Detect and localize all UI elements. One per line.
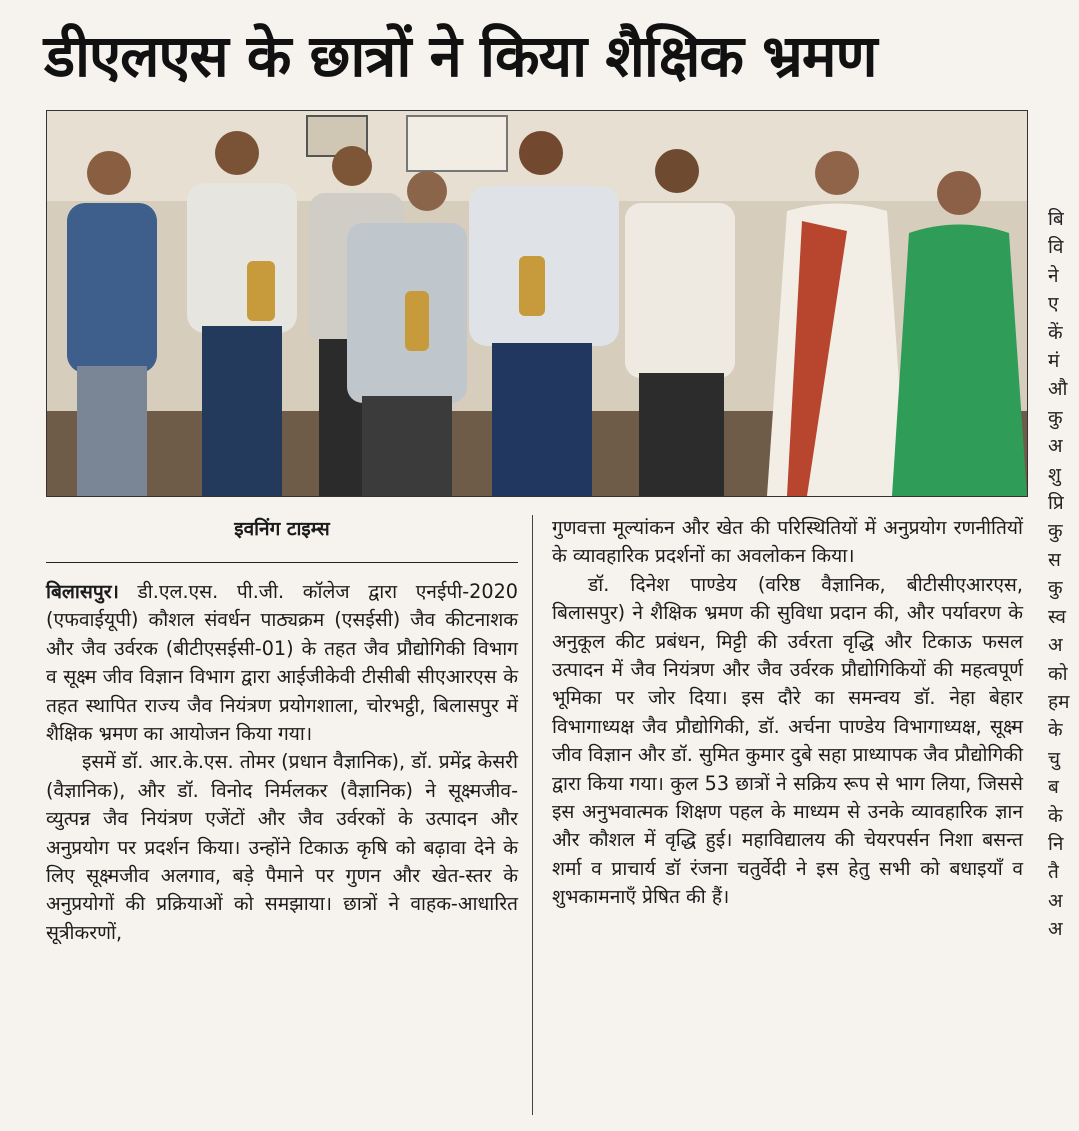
article-column-2 bbox=[552, 514, 1023, 912]
fragment-line: अ bbox=[1048, 435, 1063, 458]
fragment-line: अ bbox=[1048, 634, 1063, 657]
fragment-line: हम bbox=[1048, 690, 1070, 713]
fragment-line: कें bbox=[1048, 321, 1063, 344]
article-column-1 bbox=[46, 578, 518, 947]
headline: डीएलएस के छात्रों ने किया शैक्षिक भ्रमण bbox=[44, 22, 877, 90]
column-divider bbox=[532, 515, 533, 1115]
fragment-line: कु bbox=[1048, 520, 1063, 543]
fragment-line: कु bbox=[1048, 406, 1063, 429]
fragment-line: अ bbox=[1048, 889, 1063, 912]
article-paragraph: डॉ. दिनेश पाण्डेय (वरिष्ठ वैज्ञानिक, बीटीसीएआरएस, बिलासपुर) ने शैक्षिक भ्रमण की सुविधा प्रदान की, और पर्यावरण के अनुकूल कीट प्रबंधन, मिट्टी की उर्वरता वृद्धि और टिकाऊ फसल उत्पादन में जैव नियंत्रण और जैव उर्वरक प्रौद्योगिकियों की महत्वपूर्ण भूमिका पर जोर दिया। इस दौरे का समन्वय डॉ. नेहा बेहार विभागाध्यक्ष जैव प्रौद्योगिकी, डॉ. अर्चना पाण्डेय विभागाध्यक्ष, सूक्ष्म जीव विज्ञान और डॉ. सुमित कुमार दुबे सहा प्राध्यापक जैव प्रौद्योगिकी द्वारा किया गया। कुल 53 छात्रों ने सक्रिय रूप से भाग लिया, जिससे इस अनुभवात्मक शिक्षण पहल के माध्यम से उनके व्यावहारिक ज्ञान और कौशल में वृद्धि हुई। महाविद्यालय की चेयरपर्सन निशा बसन्त शर्मा व प्राचार्य डॉ रंजना चतुर्वेदी ने इस हेतु सभी को बधाइयाँ व शुभकामनाएँ प्रेषित की हैं। bbox=[552, 572, 1023, 909]
fragment-line: ए bbox=[1048, 293, 1059, 316]
fragment-line: को bbox=[1048, 662, 1068, 685]
article-paragraph: इसमें डॉ. आर.के.एस. तोमर (प्रधान वैज्ञानिक), डॉ. प्रमेंद्र केसरी (वैज्ञानिक), और डॉ. विनोद निर्मलकर (वैज्ञानिक) ने सूक्ष्मजीव-व्युत्पन्न जैव नियंत्रण एजेंटों और जैव उर्वरकों के उत्पादन और अनुप्रयोग पर प्रदर्शन किया। उन्होंने टिकाऊ कृषि को बढ़ावा देने के लिए सूक्ष्मजीव अलगाव, बड़े पैमाने पर गुणन और खेत-स्तर के अनुप्रयोगों की प्रक्रियाओं को समझाया। छात्रों ने वाहक-आधारित सूत्रीकरणों, bbox=[46, 750, 518, 944]
article-paragraph bbox=[46, 578, 518, 748]
fragment-line: ब bbox=[1048, 776, 1059, 799]
fragment-line: नि bbox=[1048, 832, 1064, 855]
paragraph-text: डी.एल.एस. पी.जी. कॉलेज द्वारा एनईपी-2020 (एफवाईयूपी) कौशल संवर्धन पाठ्यक्रम (एसईसी) जैव कीटनाशक और जैव उर्वरक (बीटीएसईसी-01) के तहत जैव प्रौद्योगिकी विभाग व सूक्ष्म जीव विज्ञान विभाग द्वारा आईजीकेवी टीसीबी सीएआरएस के तहत स्थापित राज्य जैव नियंत्रण प्रयोगशाला, चोरभट्ठी, बिलासपुर में शैक्षिक भ्रमण का आयोजन किया गया। bbox=[46, 580, 518, 746]
fragment-line: तै bbox=[1048, 861, 1059, 884]
byline: इवनिंग टाइम्स bbox=[234, 518, 330, 540]
fragment-line: के bbox=[1048, 804, 1063, 827]
fragment-line: ने bbox=[1048, 264, 1059, 287]
fragment-line: स्व bbox=[1048, 605, 1066, 628]
adjacent-article-fragment bbox=[1048, 205, 1079, 1131]
fragment-line: अ bbox=[1048, 918, 1063, 941]
fragment-line: के bbox=[1048, 719, 1063, 742]
byline-divider bbox=[46, 562, 518, 563]
fragment-line: वि bbox=[1048, 236, 1064, 259]
fragment-line: औ bbox=[1048, 378, 1068, 401]
dateline: बिलासपुर। bbox=[46, 580, 119, 603]
group-photo-icon bbox=[47, 111, 1027, 496]
article-paragraph: गुणवत्ता मूल्यांकन और खेत की परिस्थितियों में अनुप्रयोग रणनीतियों के व्यावहारिक प्रदर्शनों का अवलोकन किया। bbox=[552, 516, 1023, 568]
fragment-line: चु bbox=[1048, 747, 1061, 770]
fragment-line: स bbox=[1048, 548, 1061, 571]
group-photo bbox=[46, 110, 1028, 497]
fragment-line: प्रि bbox=[1048, 492, 1064, 515]
fragment-line: बि bbox=[1048, 208, 1064, 230]
fragment-line: मं bbox=[1048, 350, 1060, 373]
fragment-line: शु bbox=[1048, 463, 1061, 486]
fragment-line: कु bbox=[1048, 577, 1063, 600]
